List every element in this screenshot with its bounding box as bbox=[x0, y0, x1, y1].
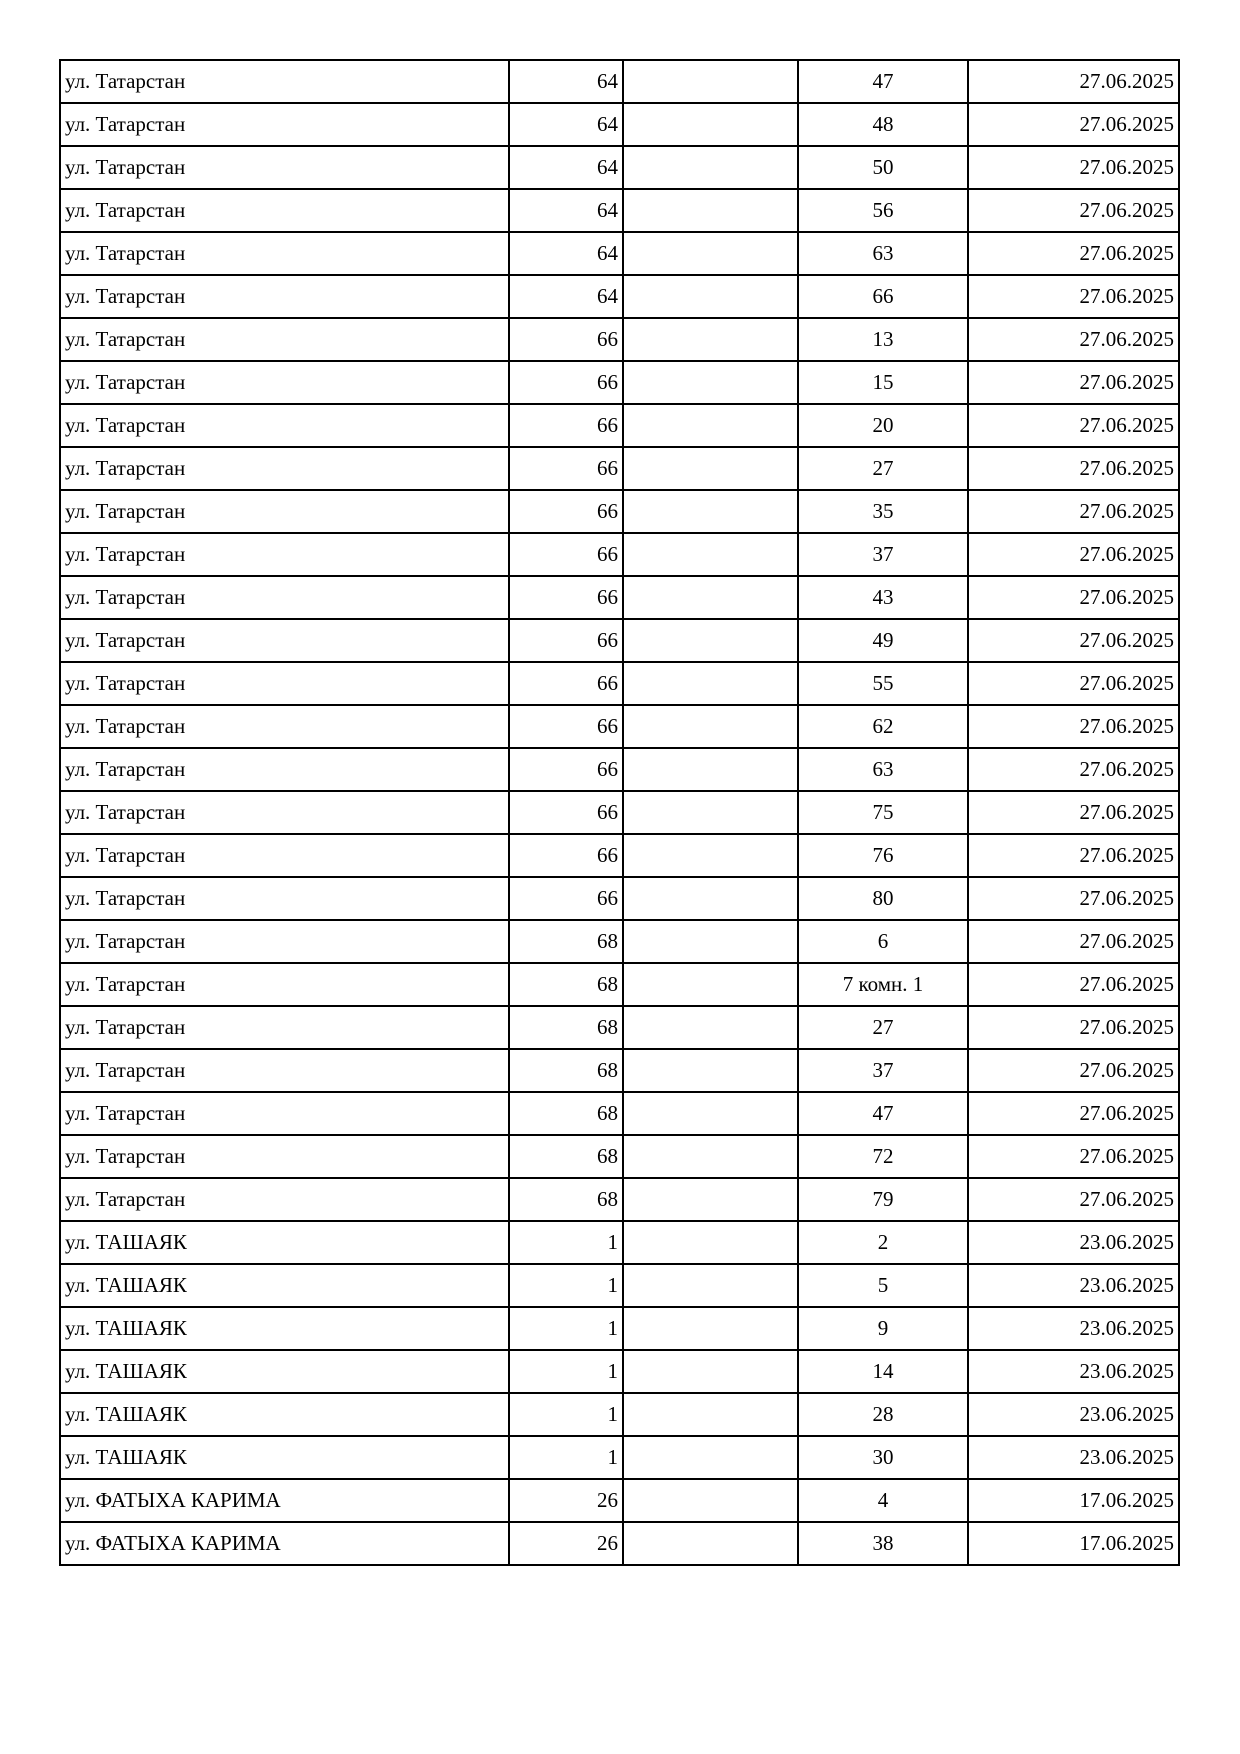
street-cell: ул. Татарстан bbox=[60, 275, 509, 318]
apartment-cell: 37 bbox=[798, 1049, 968, 1092]
date-cell: 27.06.2025 bbox=[968, 490, 1179, 533]
street-cell: ул. ТАШАЯК bbox=[60, 1264, 509, 1307]
extra-cell bbox=[623, 1006, 798, 1049]
apartment-cell: 72 bbox=[798, 1135, 968, 1178]
apartment-cell: 79 bbox=[798, 1178, 968, 1221]
apartment-cell: 49 bbox=[798, 619, 968, 662]
extra-cell bbox=[623, 232, 798, 275]
apartment-cell: 63 bbox=[798, 232, 968, 275]
extra-cell bbox=[623, 361, 798, 404]
extra-cell bbox=[623, 318, 798, 361]
date-cell: 27.06.2025 bbox=[968, 189, 1179, 232]
street-cell: ул. Татарстан bbox=[60, 318, 509, 361]
extra-cell bbox=[623, 1135, 798, 1178]
street-cell: ул. ТАШАЯК bbox=[60, 1350, 509, 1393]
date-cell: 27.06.2025 bbox=[968, 619, 1179, 662]
date-cell: 27.06.2025 bbox=[968, 361, 1179, 404]
apartment-cell: 30 bbox=[798, 1436, 968, 1479]
extra-cell bbox=[623, 1178, 798, 1221]
extra-cell bbox=[623, 404, 798, 447]
table-row bbox=[60, 361, 1179, 404]
table-row bbox=[60, 920, 1179, 963]
street-cell: ул. Татарстан bbox=[60, 1049, 509, 1092]
street-cell: ул. ФАТЫХА КАРИМА bbox=[60, 1522, 509, 1565]
extra-cell bbox=[623, 834, 798, 877]
street-cell: ул. Татарстан bbox=[60, 189, 509, 232]
table-row bbox=[60, 1264, 1179, 1307]
date-cell: 23.06.2025 bbox=[968, 1264, 1179, 1307]
street-cell: ул. Татарстан bbox=[60, 705, 509, 748]
street-cell: ул. Татарстан bbox=[60, 748, 509, 791]
date-cell: 27.06.2025 bbox=[968, 576, 1179, 619]
apartment-cell: 75 bbox=[798, 791, 968, 834]
extra-cell bbox=[623, 920, 798, 963]
apartment-cell: 50 bbox=[798, 146, 968, 189]
apartment-cell: 47 bbox=[798, 1092, 968, 1135]
street-cell: ул. Татарстан bbox=[60, 576, 509, 619]
house-number-cell: 26 bbox=[509, 1479, 623, 1522]
date-cell: 27.06.2025 bbox=[968, 103, 1179, 146]
street-cell: ул. ТАШАЯК bbox=[60, 1436, 509, 1479]
date-cell: 23.06.2025 bbox=[968, 1350, 1179, 1393]
house-number-cell: 66 bbox=[509, 361, 623, 404]
house-number-cell: 66 bbox=[509, 791, 623, 834]
house-number-cell: 68 bbox=[509, 1006, 623, 1049]
house-number-cell: 1 bbox=[509, 1350, 623, 1393]
street-cell: ул. ТАШАЯК bbox=[60, 1221, 509, 1264]
house-number-cell: 66 bbox=[509, 619, 623, 662]
apartment-cell: 20 bbox=[798, 404, 968, 447]
house-number-cell: 64 bbox=[509, 232, 623, 275]
apartment-cell: 55 bbox=[798, 662, 968, 705]
extra-cell bbox=[623, 963, 798, 1006]
street-cell: ул. Татарстан bbox=[60, 1135, 509, 1178]
street-cell: ул. ФАТЫХА КАРИМА bbox=[60, 1479, 509, 1522]
table-row bbox=[60, 1049, 1179, 1092]
house-number-cell: 68 bbox=[509, 1049, 623, 1092]
extra-cell bbox=[623, 60, 798, 103]
address-table-body bbox=[60, 60, 1179, 1565]
extra-cell bbox=[623, 1522, 798, 1565]
extra-cell bbox=[623, 1436, 798, 1479]
apartment-cell: 9 bbox=[798, 1307, 968, 1350]
street-cell: ул. Татарстан bbox=[60, 60, 509, 103]
house-number-cell: 1 bbox=[509, 1307, 623, 1350]
extra-cell bbox=[623, 275, 798, 318]
date-cell: 27.06.2025 bbox=[968, 232, 1179, 275]
street-cell: ул. ТАШАЯК bbox=[60, 1307, 509, 1350]
table-row bbox=[60, 1178, 1179, 1221]
house-number-cell: 68 bbox=[509, 963, 623, 1006]
table-row bbox=[60, 103, 1179, 146]
table-row bbox=[60, 232, 1179, 275]
table-row bbox=[60, 1479, 1179, 1522]
apartment-cell: 2 bbox=[798, 1221, 968, 1264]
apartment-cell: 66 bbox=[798, 275, 968, 318]
house-number-cell: 66 bbox=[509, 662, 623, 705]
street-cell: ул. Татарстан bbox=[60, 232, 509, 275]
date-cell: 27.06.2025 bbox=[968, 1092, 1179, 1135]
extra-cell bbox=[623, 1393, 798, 1436]
table-row bbox=[60, 146, 1179, 189]
house-number-cell: 64 bbox=[509, 103, 623, 146]
table-row bbox=[60, 533, 1179, 576]
extra-cell bbox=[623, 1049, 798, 1092]
table-row bbox=[60, 619, 1179, 662]
street-cell: ул. Татарстан bbox=[60, 834, 509, 877]
extra-cell bbox=[623, 877, 798, 920]
apartment-cell: 15 bbox=[798, 361, 968, 404]
address-table bbox=[59, 59, 1180, 1566]
apartment-cell: 27 bbox=[798, 1006, 968, 1049]
apartment-cell: 37 bbox=[798, 533, 968, 576]
table-row bbox=[60, 1350, 1179, 1393]
apartment-cell: 43 bbox=[798, 576, 968, 619]
house-number-cell: 66 bbox=[509, 533, 623, 576]
date-cell: 27.06.2025 bbox=[968, 920, 1179, 963]
apartment-cell: 56 bbox=[798, 189, 968, 232]
date-cell: 27.06.2025 bbox=[968, 275, 1179, 318]
house-number-cell: 64 bbox=[509, 189, 623, 232]
house-number-cell: 66 bbox=[509, 447, 623, 490]
street-cell: ул. Татарстан bbox=[60, 103, 509, 146]
house-number-cell: 68 bbox=[509, 1135, 623, 1178]
date-cell: 27.06.2025 bbox=[968, 748, 1179, 791]
apartment-cell: 62 bbox=[798, 705, 968, 748]
house-number-cell: 66 bbox=[509, 748, 623, 791]
extra-cell bbox=[623, 1350, 798, 1393]
apartment-cell: 5 bbox=[798, 1264, 968, 1307]
house-number-cell: 68 bbox=[509, 1092, 623, 1135]
table-row bbox=[60, 189, 1179, 232]
street-cell: ул. Татарстан bbox=[60, 662, 509, 705]
date-cell: 27.06.2025 bbox=[968, 318, 1179, 361]
apartment-cell: 7 комн. 1 bbox=[798, 963, 968, 1006]
apartment-cell: 28 bbox=[798, 1393, 968, 1436]
house-number-cell: 1 bbox=[509, 1264, 623, 1307]
date-cell: 27.06.2025 bbox=[968, 404, 1179, 447]
extra-cell bbox=[623, 103, 798, 146]
extra-cell bbox=[623, 1092, 798, 1135]
apartment-cell: 35 bbox=[798, 490, 968, 533]
house-number-cell: 64 bbox=[509, 146, 623, 189]
table-row bbox=[60, 1307, 1179, 1350]
table-row bbox=[60, 576, 1179, 619]
extra-cell bbox=[623, 619, 798, 662]
table-row bbox=[60, 834, 1179, 877]
street-cell: ул. Татарстан bbox=[60, 877, 509, 920]
apartment-cell: 47 bbox=[798, 60, 968, 103]
extra-cell bbox=[623, 705, 798, 748]
date-cell: 27.06.2025 bbox=[968, 146, 1179, 189]
table-row bbox=[60, 1221, 1179, 1264]
house-number-cell: 66 bbox=[509, 490, 623, 533]
table-row bbox=[60, 1393, 1179, 1436]
extra-cell bbox=[623, 146, 798, 189]
house-number-cell: 66 bbox=[509, 705, 623, 748]
house-number-cell: 68 bbox=[509, 920, 623, 963]
extra-cell bbox=[623, 576, 798, 619]
house-number-cell: 68 bbox=[509, 1178, 623, 1221]
table-row bbox=[60, 318, 1179, 361]
table-row bbox=[60, 748, 1179, 791]
table-row bbox=[60, 877, 1179, 920]
date-cell: 27.06.2025 bbox=[968, 1006, 1179, 1049]
table-row bbox=[60, 1006, 1179, 1049]
table-row bbox=[60, 1436, 1179, 1479]
apartment-cell: 38 bbox=[798, 1522, 968, 1565]
street-cell: ул. Татарстан bbox=[60, 361, 509, 404]
house-number-cell: 1 bbox=[509, 1393, 623, 1436]
house-number-cell: 26 bbox=[509, 1522, 623, 1565]
table-row bbox=[60, 662, 1179, 705]
apartment-cell: 6 bbox=[798, 920, 968, 963]
street-cell: ул. Татарстан bbox=[60, 1006, 509, 1049]
apartment-cell: 4 bbox=[798, 1479, 968, 1522]
table-row bbox=[60, 404, 1179, 447]
date-cell: 23.06.2025 bbox=[968, 1307, 1179, 1350]
date-cell: 27.06.2025 bbox=[968, 1049, 1179, 1092]
extra-cell bbox=[623, 1221, 798, 1264]
date-cell: 27.06.2025 bbox=[968, 705, 1179, 748]
street-cell: ул. Татарстан bbox=[60, 1178, 509, 1221]
table-row bbox=[60, 275, 1179, 318]
house-number-cell: 64 bbox=[509, 275, 623, 318]
apartment-cell: 76 bbox=[798, 834, 968, 877]
date-cell: 27.06.2025 bbox=[968, 662, 1179, 705]
date-cell: 17.06.2025 bbox=[968, 1522, 1179, 1565]
date-cell: 17.06.2025 bbox=[968, 1479, 1179, 1522]
extra-cell bbox=[623, 1307, 798, 1350]
table-row bbox=[60, 60, 1179, 103]
table-row bbox=[60, 791, 1179, 834]
street-cell: ул. Татарстан bbox=[60, 920, 509, 963]
apartment-cell: 27 bbox=[798, 447, 968, 490]
date-cell: 27.06.2025 bbox=[968, 1178, 1179, 1221]
table-row bbox=[60, 1522, 1179, 1565]
house-number-cell: 66 bbox=[509, 576, 623, 619]
table-row bbox=[60, 963, 1179, 1006]
table-row bbox=[60, 490, 1179, 533]
street-cell: ул. Татарстан bbox=[60, 447, 509, 490]
date-cell: 23.06.2025 bbox=[968, 1221, 1179, 1264]
street-cell: ул. Татарстан bbox=[60, 791, 509, 834]
apartment-cell: 13 bbox=[798, 318, 968, 361]
house-number-cell: 66 bbox=[509, 318, 623, 361]
street-cell: ул. Татарстан bbox=[60, 404, 509, 447]
extra-cell bbox=[623, 490, 798, 533]
date-cell: 27.06.2025 bbox=[968, 791, 1179, 834]
apartment-cell: 14 bbox=[798, 1350, 968, 1393]
table-row bbox=[60, 1135, 1179, 1178]
date-cell: 23.06.2025 bbox=[968, 1436, 1179, 1479]
extra-cell bbox=[623, 1264, 798, 1307]
table-row bbox=[60, 447, 1179, 490]
extra-cell bbox=[623, 662, 798, 705]
street-cell: ул. Татарстан bbox=[60, 1092, 509, 1135]
apartment-cell: 63 bbox=[798, 748, 968, 791]
street-cell: ул. Татарстан bbox=[60, 619, 509, 662]
street-cell: ул. ТАШАЯК bbox=[60, 1393, 509, 1436]
extra-cell bbox=[623, 748, 798, 791]
extra-cell bbox=[623, 189, 798, 232]
date-cell: 27.06.2025 bbox=[968, 447, 1179, 490]
street-cell: ул. Татарстан bbox=[60, 533, 509, 576]
street-cell: ул. Татарстан bbox=[60, 490, 509, 533]
street-cell: ул. Татарстан bbox=[60, 146, 509, 189]
date-cell: 27.06.2025 bbox=[968, 834, 1179, 877]
house-number-cell: 64 bbox=[509, 60, 623, 103]
extra-cell bbox=[623, 1479, 798, 1522]
street-cell: ул. Татарстан bbox=[60, 963, 509, 1006]
extra-cell bbox=[623, 533, 798, 576]
apartment-cell: 80 bbox=[798, 877, 968, 920]
apartment-cell: 48 bbox=[798, 103, 968, 146]
date-cell: 27.06.2025 bbox=[968, 877, 1179, 920]
house-number-cell: 66 bbox=[509, 404, 623, 447]
date-cell: 27.06.2025 bbox=[968, 963, 1179, 1006]
date-cell: 27.06.2025 bbox=[968, 1135, 1179, 1178]
house-number-cell: 66 bbox=[509, 834, 623, 877]
house-number-cell: 1 bbox=[509, 1436, 623, 1479]
house-number-cell: 66 bbox=[509, 877, 623, 920]
extra-cell bbox=[623, 447, 798, 490]
date-cell: 27.06.2025 bbox=[968, 533, 1179, 576]
table-row bbox=[60, 705, 1179, 748]
table-row bbox=[60, 1092, 1179, 1135]
extra-cell bbox=[623, 791, 798, 834]
date-cell: 23.06.2025 bbox=[968, 1393, 1179, 1436]
date-cell: 27.06.2025 bbox=[968, 60, 1179, 103]
house-number-cell: 1 bbox=[509, 1221, 623, 1264]
